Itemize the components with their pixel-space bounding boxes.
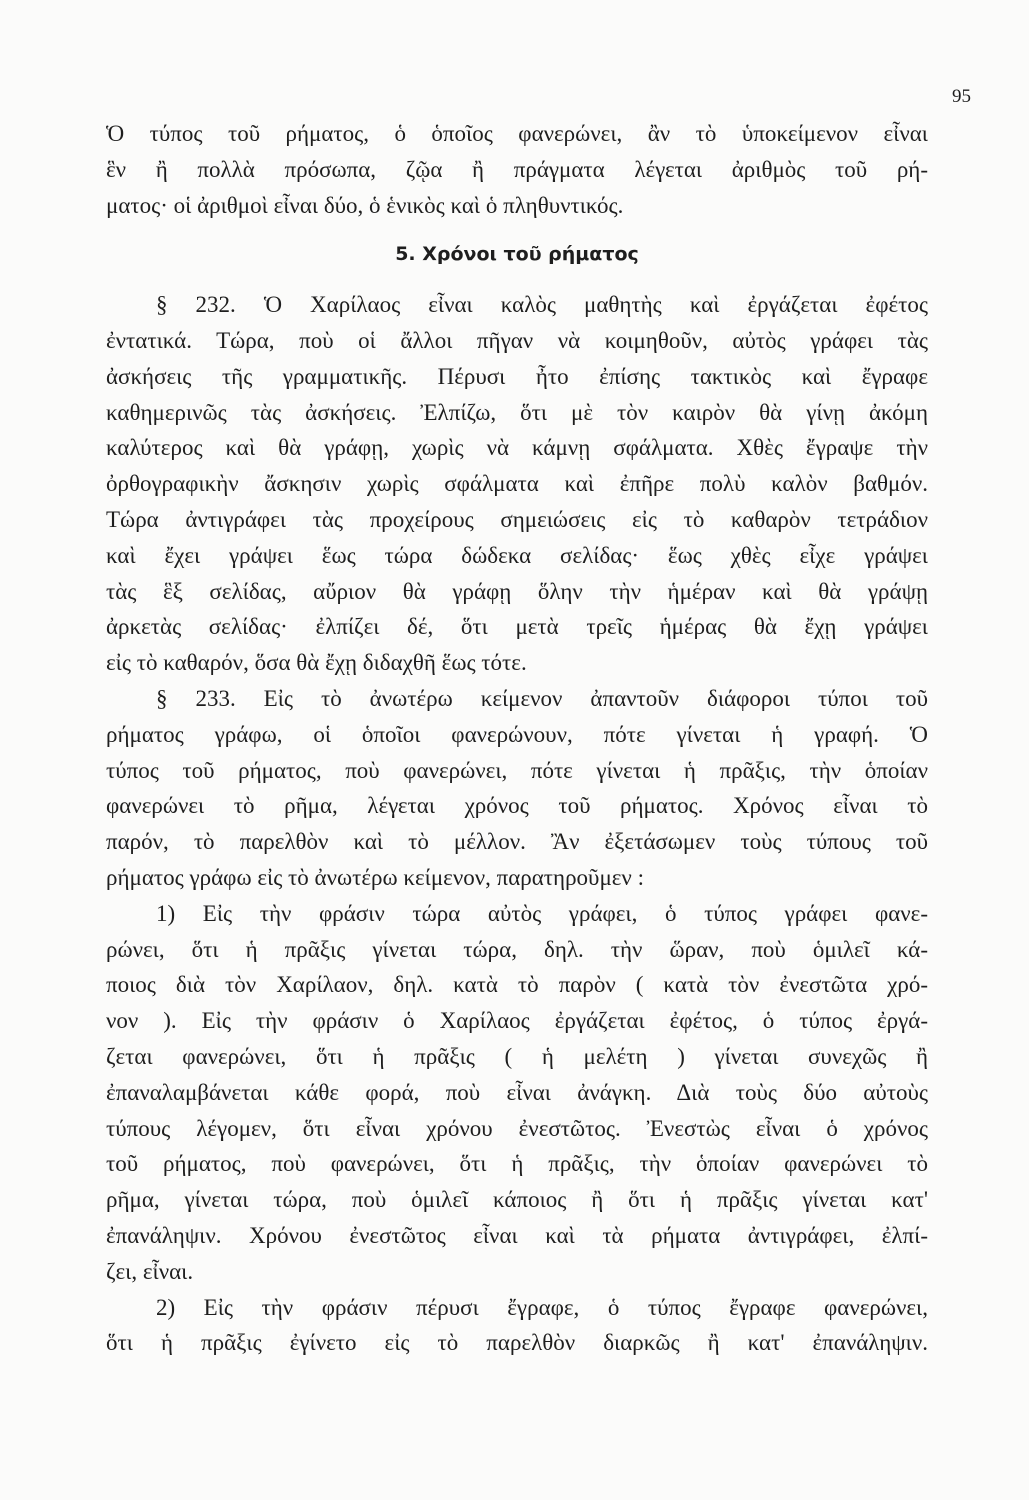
text-line: ρώνει, ὅτι ἡ πρᾶξις γίνεται τώρα, δηλ. τὴν ὥραν, ποὺ ὁμιλεῖ κά- xyxy=(106,936,928,962)
spacer xyxy=(106,223,928,237)
text-line: ἀσκήσεις τῆς γραμματικῆς. Πέρυσι ἦτο ἐπίσης τακτικὸς καὶ ἔγραφε xyxy=(106,363,928,389)
text-line: τὰς ἓξ σελίδας, αὔριον θὰ γράφῃ ὅλην τὴν ἡμέραν καὶ θὰ γράψῃ xyxy=(106,578,928,604)
text-line: ρῆμα, γίνεται τώρα, ποὺ ὁμιλεῖ κάποιος ἢ ὅτι ἡ πρᾶξις γίνεται κατ' xyxy=(106,1187,928,1213)
text-line: ζει, εἶναι. xyxy=(106,1258,194,1284)
section-heading: 5. Χρόνοι τοῦ ρήματος xyxy=(395,243,639,266)
page-body xyxy=(106,116,928,1361)
paragraph-start: § 233. Εἰς τὸ ἀνωτέρω κείμενον ἀπαντοῦν διάφοροι τύποι τοῦ xyxy=(156,685,928,711)
text-line: ἐντατικά. Τώρα, ποὺ οἱ ἄλλοι πῆγαν νὰ κοιμηθοῦν, αὐτὸς γράφει τὰς xyxy=(106,327,928,353)
text-line: Τώρα ἀντιγράφει τὰς προχείρους σημειώσεις εἰς τὸ καθαρὸν τετράδιον xyxy=(106,506,928,532)
text-line: καθημερινῶς τὰς ἀσκήσεις. Ἐλπίζω, ὅτι μὲ τὸν καιρὸν θὰ γίνῃ ἀκόμη xyxy=(106,399,928,425)
paragraph-start: 1) Εἰς τὴν φράσιν τώρα αὐτὸς γράφει, ὁ τύπος γράφει φανε- xyxy=(156,900,928,926)
text-line: εἰς τὸ καθαρόν, ὅσα θὰ ἔχῃ διδαχθῆ ἕως τότε. xyxy=(106,650,527,676)
text-line: ρήματος γράφω, οἱ ὁποῖοι φανερώνουν, πότε γίνεται ἡ γραφή. Ὁ xyxy=(106,721,928,747)
spacer xyxy=(106,273,928,287)
text-line: παρόν, τὸ παρελθὸν καὶ τὸ μέλλον. Ἂν ἐξετάσωμεν τοὺς τύπους τοῦ xyxy=(106,829,928,855)
text-line: καὶ ἔχει γράψει ἕως τώρα δώδεκα σελίδας· ἕως χθὲς εἶχε γράψει xyxy=(106,542,928,568)
paragraph-start: 2) Εἰς τὴν φράσιν πέρυσι ἔγραφε, ὁ τύπος ἔγραφε φανερώνει, xyxy=(156,1294,928,1320)
text-line: ρήματος γράφω εἰς τὸ ἀνωτέρω κείμενον, παρατηροῦμεν : xyxy=(106,864,644,890)
text-line: ἐπαναλαμβάνεται κάθε φορά, ποὺ εἶναι ἀνάγκη. Διὰ τοὺς δύο αὐτοὺς xyxy=(106,1079,928,1105)
text-line: τύπος τοῦ ρήματος, ποὺ φανερώνει, πότε γίνεται ἡ πρᾶξις, τὴν ὁποίαν xyxy=(106,757,928,783)
text-line: ὀρθογραφικὴν ἄσκησιν χωρὶς σφάλματα καὶ ἐπῆρε πολὺ καλὸν βαθμόν. xyxy=(106,471,928,497)
text-line: καλύτερος καὶ θὰ γράφῃ, χωρὶς νὰ κάμνῃ σφάλματα. Χθὲς ἔγραψε τὴν xyxy=(106,435,928,461)
text-line: ὅτι ἡ πρᾶξις ἐγίνετο εἰς τὸ παρελθὸν διαρκῶς ἢ κατ' ἐπανάληψιν. xyxy=(106,1330,928,1356)
text-line: Ὁ τύπος τοῦ ρήματος, ὁ ὁποῖος φανερώνει, ἂν τὸ ὑποκείμενον εἶναι xyxy=(106,121,928,146)
text-line: ποιος διὰ τὸν Χαρίλαον, δηλ. κατὰ τὸ παρὸν ( κατὰ τὸν ἐνεστῶτα χρό- xyxy=(106,972,928,998)
text-line: ματος· οἱ ἀριθμοὶ εἶναι δύο, ὁ ἑνικὸς καὶ ὁ πληθυντικός. xyxy=(106,192,624,218)
text-line: ἐπανάληψιν. Χρόνου ἐνεστῶτος εἶναι καὶ τὰ ρήματα ἀντιγράφει, ἐλπί- xyxy=(106,1222,928,1248)
text-line: τύπους λέγομεν, ὅτι εἶναι χρόνου ἐνεστῶτος. Ἐνεστὼς εἶναι ὁ χρόνος xyxy=(106,1115,928,1141)
text-line: ἀρκετὰς σελίδας· ἐλπίζει δέ, ὅτι μετὰ τρεῖς ἡμέρας θὰ ἔχῃ γράψει xyxy=(106,614,928,640)
text-line: τοῦ ρήματος, ποὺ φανερώνει, ὅτι ἡ πρᾶξις, τὴν ὁποίαν φανερώνει τὸ xyxy=(106,1151,928,1177)
text-line: ἓν ἢ πολλὰ πρόσωπα, ζῷα ἢ πράγματα λέγεται ἀριθμὸς τοῦ ρή- xyxy=(106,156,928,182)
text-line: φανερώνει τὸ ρῆμα, λέγεται χρόνος τοῦ ρήματος. Χρόνος εἶναι τὸ xyxy=(106,793,928,819)
text-line: νον ). Εἰς τὴν φράσιν ὁ Χαρίλαος ἐργάζεται ἐφέτος, ὁ τύπος ἐργά- xyxy=(106,1008,928,1034)
page-number: 95 xyxy=(952,86,971,107)
text-line: ζεται φανερώνει, ὅτι ἡ πρᾶξις ( ἡ μελέτη ) γίνεται συνεχῶς ἢ xyxy=(106,1043,928,1069)
paragraph-start: § 232. Ὁ Χαρίλαος εἶναι καλὸς μαθητὴς καὶ ἐργάζεται ἐφέτος xyxy=(156,292,928,318)
